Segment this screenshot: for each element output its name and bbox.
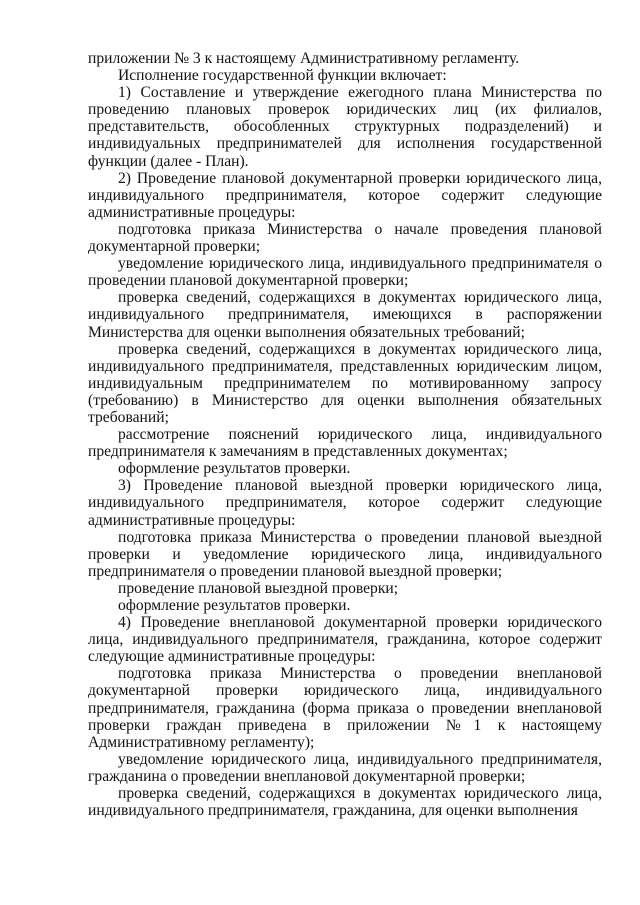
paragraph-17: уведомление юридического лица, индивидуального предпринимателя, гражданина о проведении внеплановой документарной проверки; [88,750,602,785]
paragraph-5: подготовка приказа Министерства о начале проведения плановой документарной проверки; [88,220,602,256]
paragraph-2: Исполнение государственной функции включает: [118,67,447,85]
paragraph-3: 1) Составление и утверждение ежегодного плана Министерства по проведению плановых проверок юридических лиц (их филиалов, представительств, обособленных структурных подразделений) и индивидуальных предпринимателей для исполнения государственной функции (далее - План). [88,84,602,170]
paragraph-16: подготовка приказа Министерства о проведении внеплановой документарной проверки юридического лица, индивидуального предпринимателя, гражданина (форма приказа о проведении внеплановой проверки граждан приведена в приложении №1 к настоящему Административному регламенту); [88,665,602,751]
paragraph-13: проведение плановой выездной проверки; [118,579,399,597]
paragraph-8: проверка сведений, содержащихся в документах юридического лица, индивидуального предпринимателя, представленных юридическим лицом, индивидуальным предпринимателем по мотивированному запросу (требованию) в Министерство для оценки выполнения обязательных требований; [88,340,602,426]
paragraph-10: оформление результатов проверки. [118,460,351,478]
paragraph-7: проверка сведений, содержащихся в документах юридического лица, индивидуального предпринимателя, имеющихся в распоряжении Министерства для оценки выполнения обязательных требований; [88,289,602,341]
paragraph-1: приложении № 3 к настоящему Административному регламенту. [88,50,520,67]
paragraph-14: оформление результатов проверки. [118,597,351,614]
paragraph-11: 3) Проведение плановой выездной проверки юридического лица, индивидуального предпринимателя, которое содержит следующие административные процедуры: [88,477,602,529]
paragraph-15: 4) Проведение внеплановой документарной проверки юридического лица, индивидуального предпринимателя, гражданина, которое содержит следующие административные процедуры: [88,614,602,666]
paragraph-12: подготовка приказа Министерства о проведении плановой выездной проверки и уведомление юридического лица, индивидуального предпринимателя о проведении плановой выездной проверки; [88,528,602,580]
paragraph-6: уведомление юридического лица, индивидуального предпринимателя о проведении плановой документарной проверки; [88,255,602,290]
paragraph-9: рассмотрение пояснений юридического лица, индивидуального предпринимателя к замечаниям в представленных документах; [88,426,602,461]
paragraph-18: проверка сведений, содержащихся в документах юридического лица, индивидуального предпринимателя, гражданина, для оценки выполнения [88,785,602,820]
paragraph-4: 2) Проведение плановой документарной проверки юридического лица, индивидуального предпринимателя, которое содержит следующие административные процедуры: [88,169,602,221]
document-page [88,50,602,819]
